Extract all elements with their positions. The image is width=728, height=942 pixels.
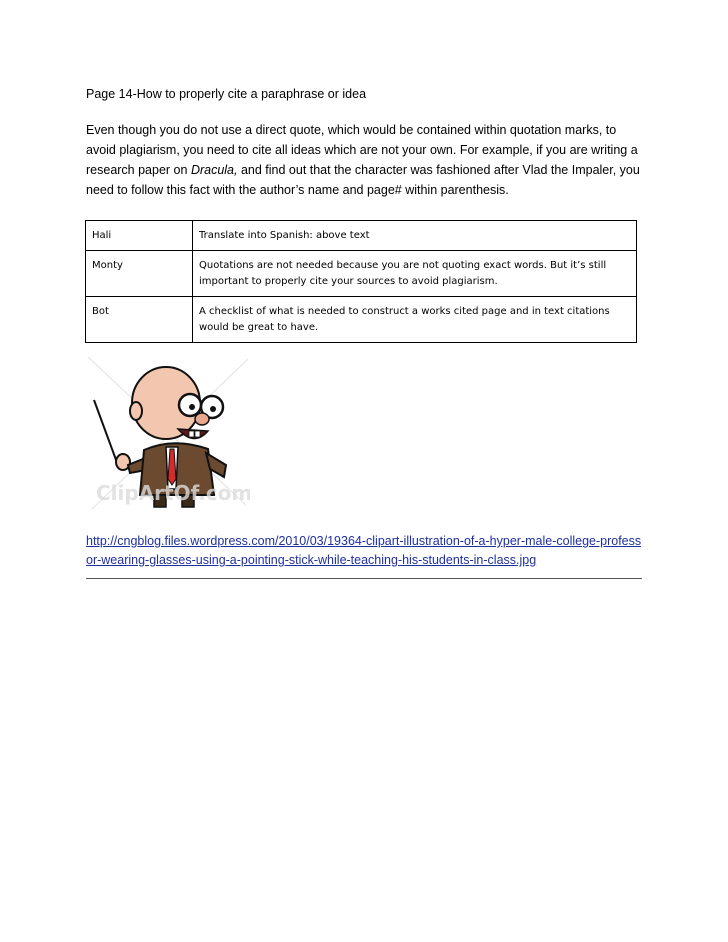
row-note-bot: A checklist of what is needed to construct a works cited page and in text citations would be great to have. (193, 297, 637, 343)
image-source-link[interactable]: http://cngblog.files.wordpress.com/2010/03/19364-clipart-illustration-of-a-hyper-male-college-professor-wearing-glasses-using-a-pointing-stick-while-teaching-his-students-in-class.jpg (86, 534, 642, 567)
svg-text:ClipArtOf.com: ClipArtOf.com (96, 481, 250, 505)
row-note-monty: Quotations are not needed because you are not quoting exact words. But it’s still important to properly cite your sources to avoid plagiarism. (193, 251, 637, 297)
row-name-monty: Monty (86, 251, 193, 297)
table-row (86, 251, 637, 297)
row-note-hali: Translate into Spanish: above text (193, 221, 637, 251)
body-paragraph (86, 120, 646, 200)
comments-table (85, 220, 637, 343)
table-row (86, 297, 637, 343)
book-title-italic: Dracula, (190, 163, 238, 177)
table-row (86, 221, 637, 251)
page-title: Page 14-How to properly cite a paraphrase or idea (86, 87, 367, 101)
paragraph-text-end: and find out that the character was fashioned after Vlad the Impaler, you need to follow this fact with the author’s name and page# within parenthesis. (86, 163, 640, 197)
professor-clipart-icon (86, 355, 250, 513)
horizontal-rule (86, 578, 642, 579)
paragraph-text-start: Even though you do not use a direct quote, which would be contained within quotation marks, to avoid plagiarism, you need to cite all ideas which are not your own. For example, if you are writing a research paper on (86, 123, 638, 177)
row-name-hali: Hali (86, 221, 193, 251)
row-name-bot: Bot (86, 297, 193, 343)
